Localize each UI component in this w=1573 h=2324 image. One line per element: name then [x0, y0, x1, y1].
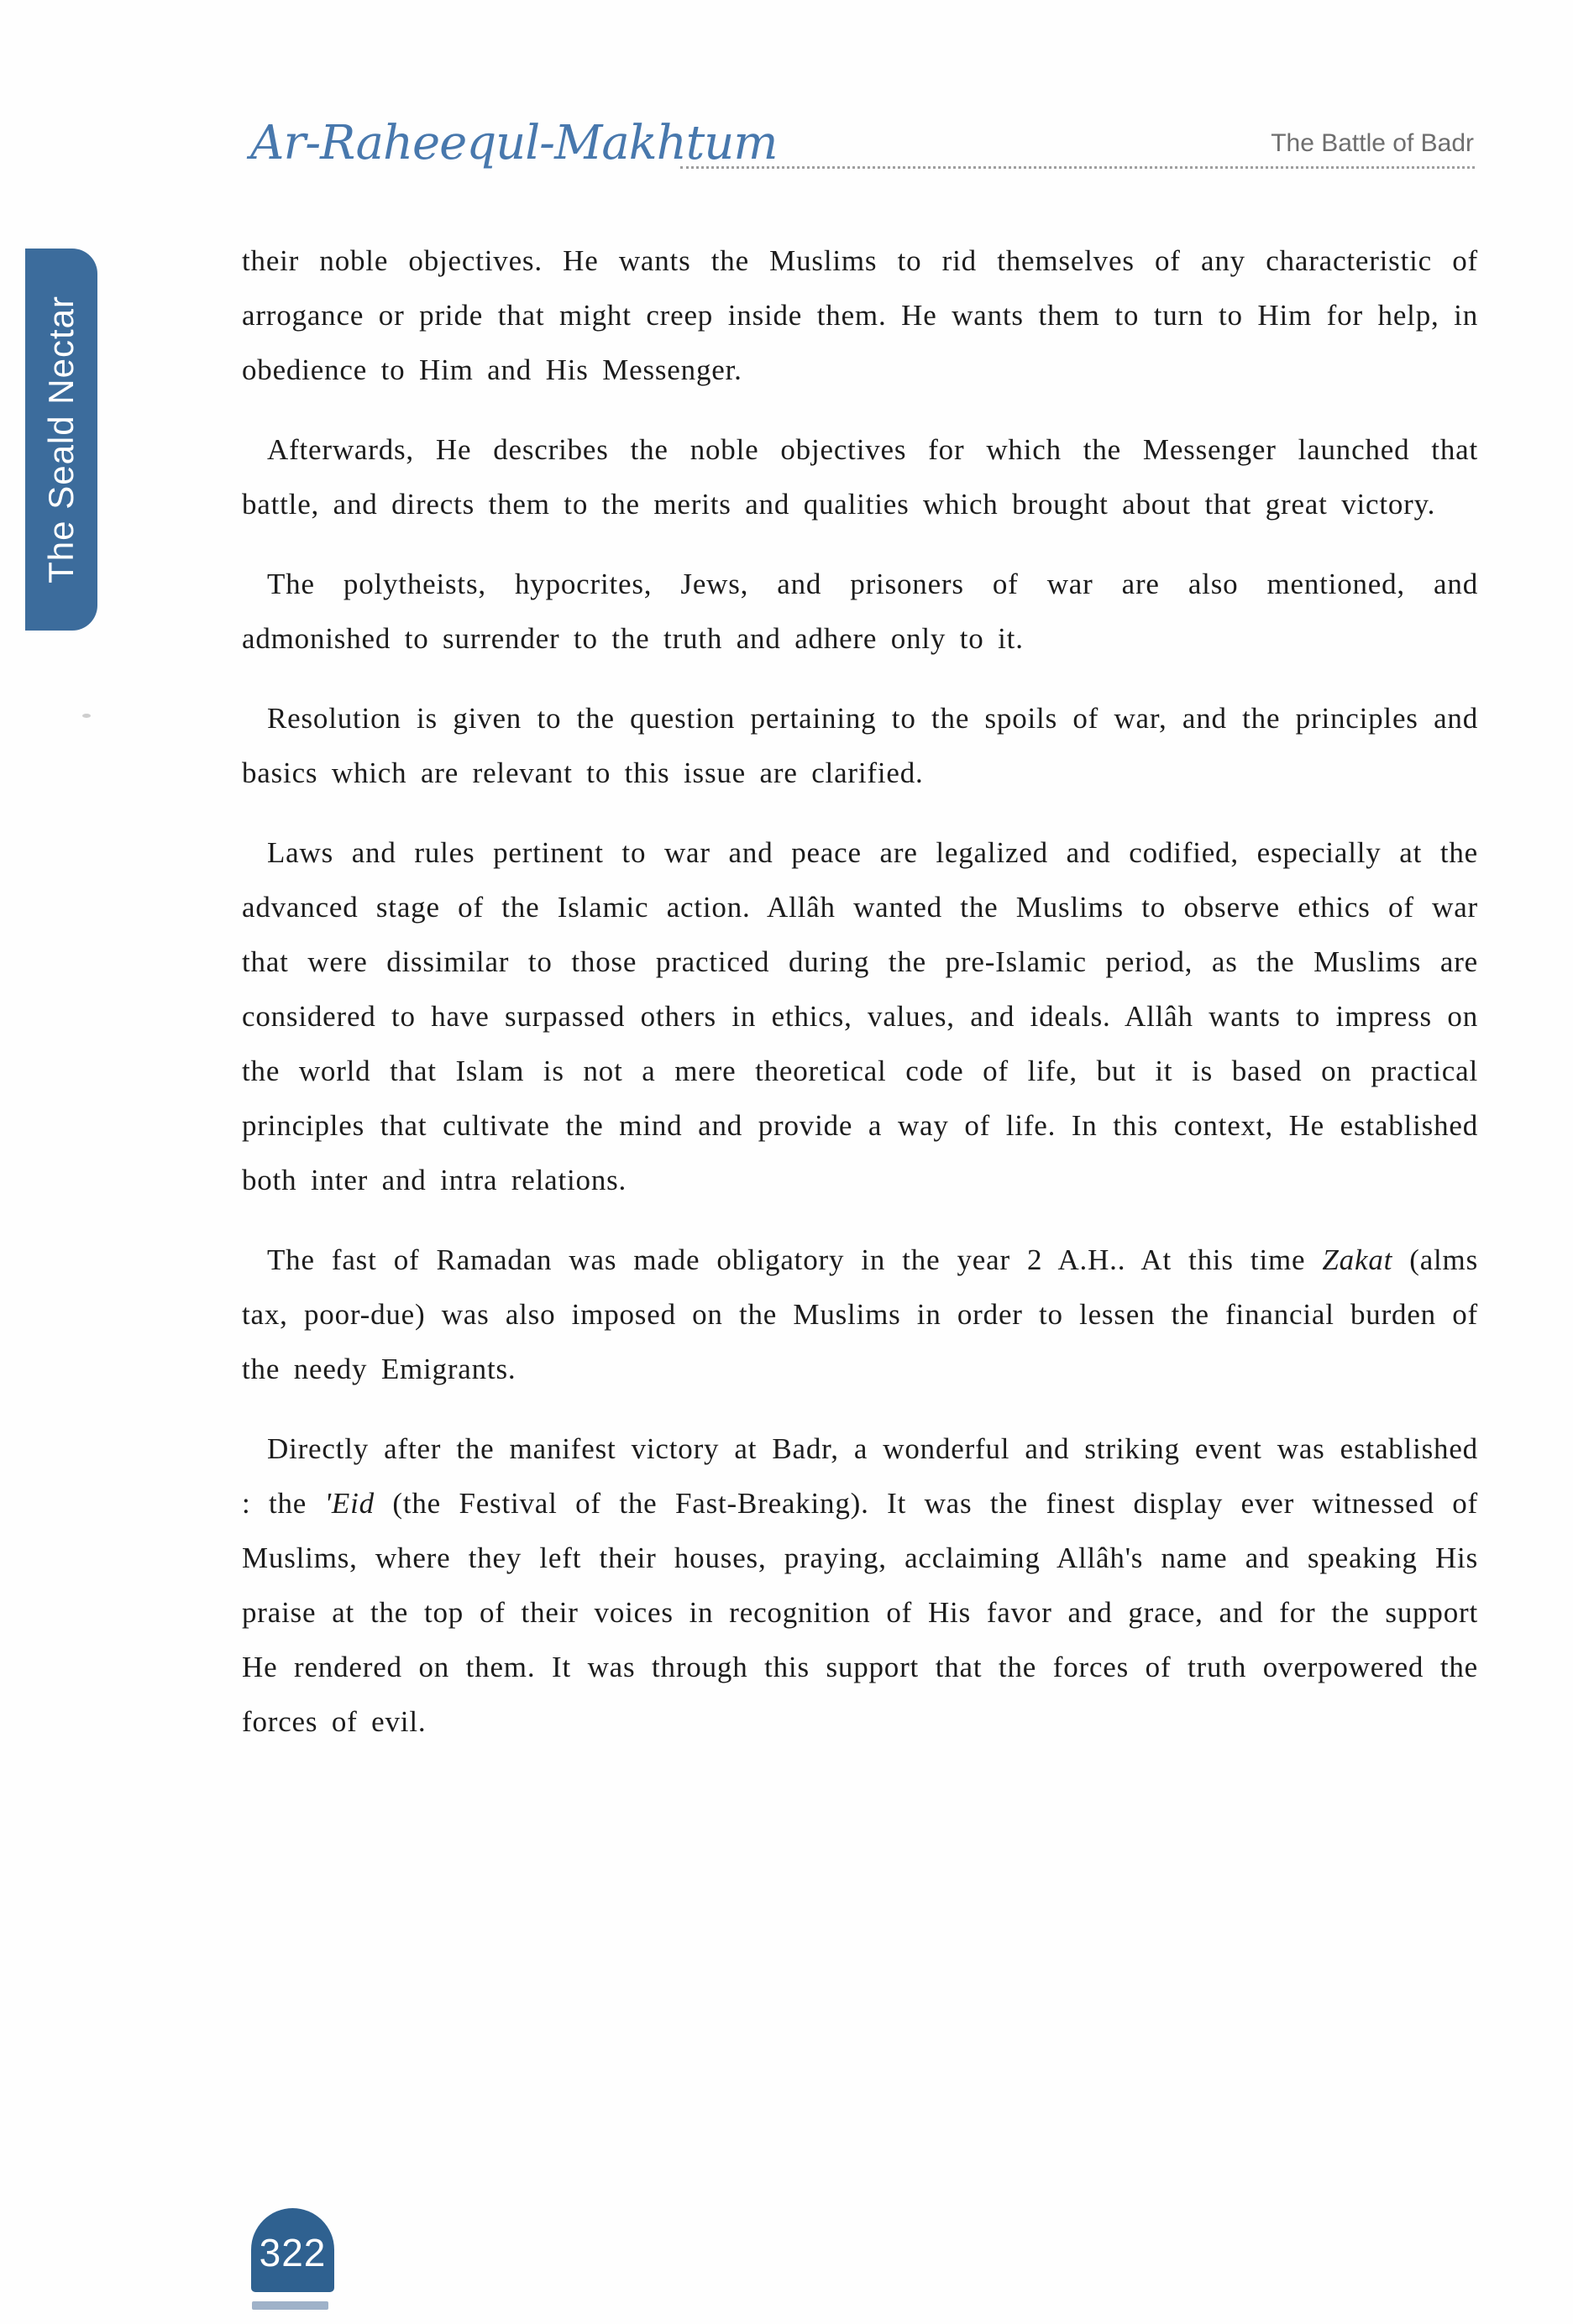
page-number-underline: [252, 2301, 328, 2310]
text-segment: Directly after the manifest victory at Badr, a wonderful and striking event was established : the: [242, 1432, 1478, 1520]
book-title-script: Ar-Raheequl-Makhtum: [250, 116, 778, 170]
page-number: 322: [259, 2231, 327, 2274]
side-tab: [25, 249, 97, 631]
italic-term: 'Eid: [324, 1487, 375, 1520]
italic-term: Zakat: [1322, 1243, 1393, 1276]
paragraph: [242, 233, 1478, 397]
text-segment: The polytheists, hypocrites, Jews, and prisoners of war are also mentioned, and admonished to surrender to the truth and adhere only to it.: [242, 568, 1478, 655]
text-segment: (the Festival of the Fast-Breaking). It was the finest display ever witnessed of Muslims, where they left their houses, praying, acclaiming Allâh's name and speaking His praise at the top of their voices in recognition of His favor and grace, and for the support He rendered on them. It was through this support that the forces of truth overpowered the forces of evil.: [242, 1487, 1478, 1738]
paragraph: [242, 1233, 1478, 1396]
side-tab-label: The Seald Nectar: [41, 296, 81, 584]
paragraph: [242, 557, 1478, 666]
paragraph: [242, 1421, 1478, 1749]
paragraph: [242, 691, 1478, 800]
header-dotted-rule: [680, 166, 1475, 169]
chapter-title: The Battle of Badr: [1271, 129, 1474, 157]
text-segment: Resolution is given to the question pertaining to the spoils of war, and the principles and basics which are relevant to this issue are clarified.: [242, 702, 1478, 789]
scan-speck: [82, 714, 91, 718]
text-segment: The fast of Ramadan was made obligatory in the year 2 A.H.. At this time: [267, 1243, 1323, 1276]
text-segment: Afterwards, He describes the noble objectives for which the Messenger launched that battle, and directs them to the merits and qualities which brought about that great victory.: [242, 433, 1478, 521]
paragraph: [242, 825, 1478, 1207]
body-text: [242, 233, 1478, 1774]
text-segment: their noble objectives. He wants the Muslims to rid themselves of any characteristic of arrogance or pride that might creep inside them. He wants them to turn to Him for help, in obedience to Him and His Messenger.: [242, 244, 1478, 386]
paragraph: [242, 422, 1478, 531]
text-segment: Laws and rules pertinent to war and peace are legalized and codified, especially at the advanced stage of the Islamic action. Allâh wanted the Muslims to observe ethics of war that were dissimilar to those practiced during the pre-Islamic period, as the Muslims are considered to have surpassed others in ethics, values, and ideals. Allâh wants to impress on the world that Islam is not a mere theoretical code of life, but it is based on practical principles that cultivate the mind and provide a way of life. In this context, He established both inter and intra relations.: [242, 836, 1478, 1196]
page-number-badge: [251, 2208, 334, 2292]
text-segment: (alms tax, poor-due) was also imposed on the Muslims in order to lessen the financial burden of the needy Emigrants.: [242, 1243, 1478, 1385]
